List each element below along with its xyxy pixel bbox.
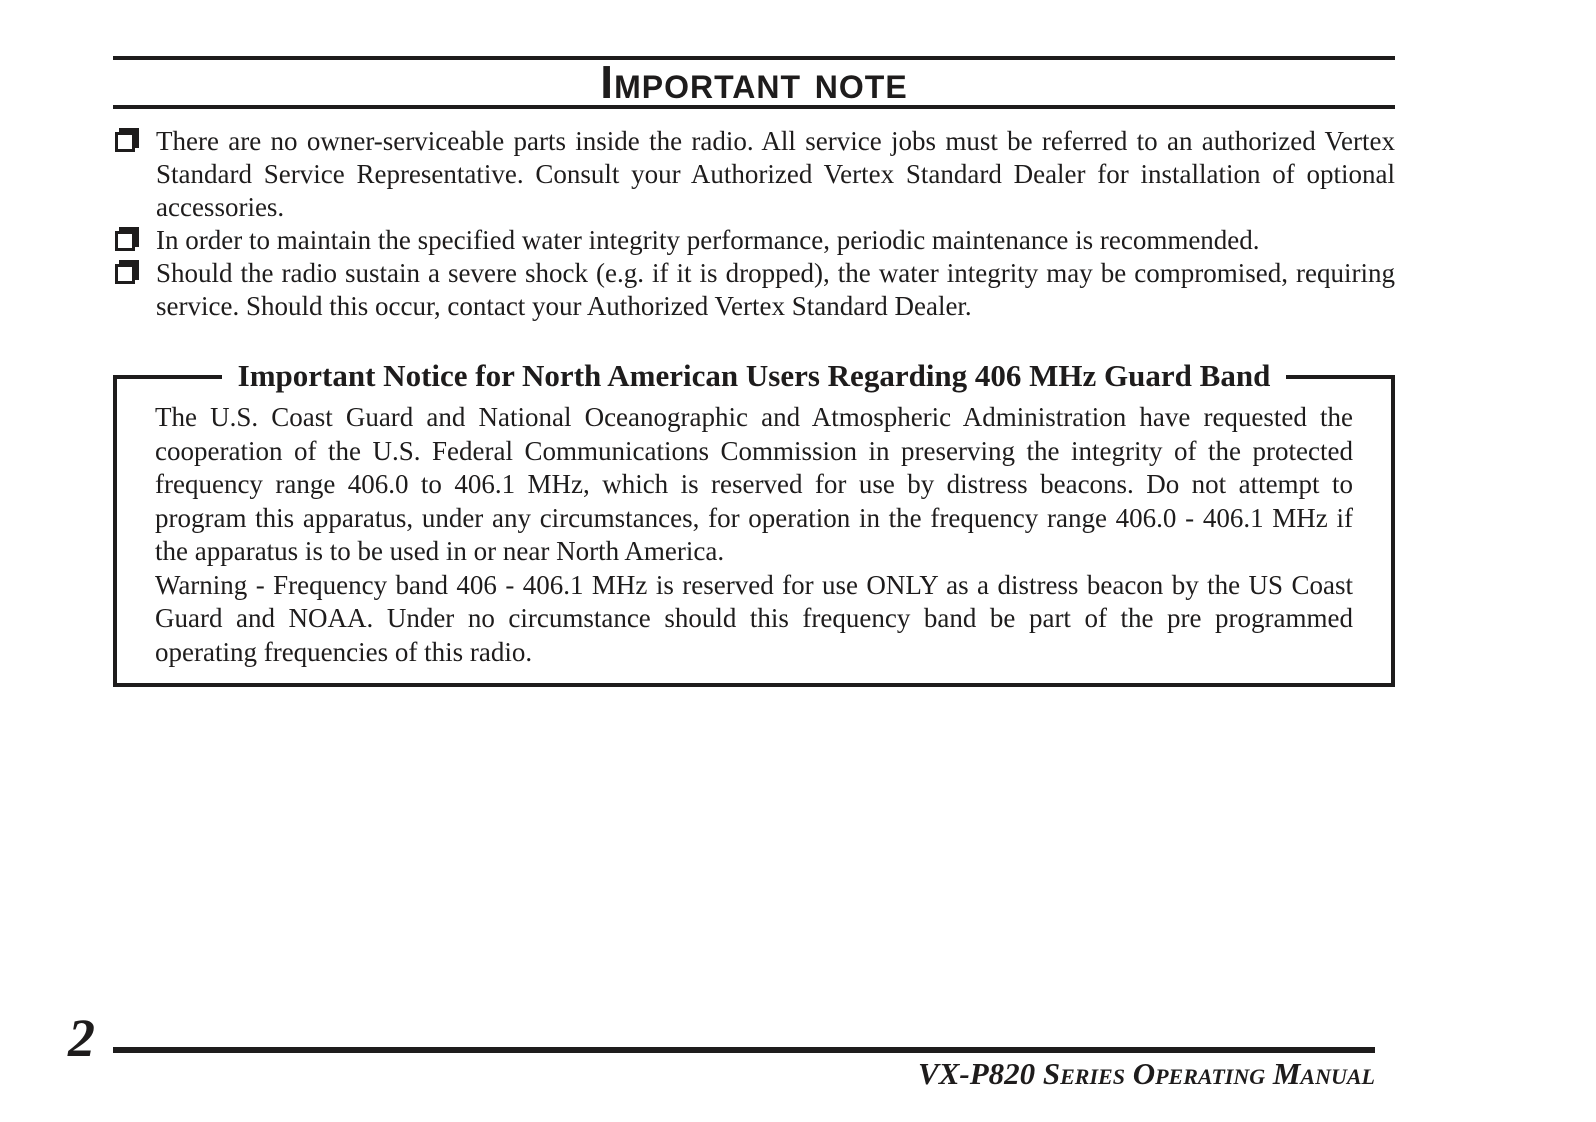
shadowed-square-bullet-icon — [115, 231, 135, 251]
page-number: 2 — [68, 1008, 95, 1068]
note-item — [113, 125, 1395, 224]
shadowed-square-bullet-icon — [115, 264, 135, 284]
footer-rule — [113, 1047, 1375, 1053]
page-content — [113, 56, 1395, 687]
page-title: Important note — [600, 56, 908, 108]
note-text: Should the radio sustain a severe shock (e.g. if it is dropped), the water integrity may be compromised, requiring service. Should this occur, contact your Authorized Vertex Standard Dealer. — [156, 258, 1395, 321]
notice-paragraph: Warning - Frequency band 406 - 406.1 MHz is reserved for use ONLY as a distress beacon by the US Coast Guard and NOAA. Under no circumstance should this frequency band be part of the pre programmed operating frequencies of this radio. — [155, 569, 1353, 667]
shadowed-square-bullet-icon — [115, 132, 135, 152]
notice-paragraph: The U.S. Coast Guard and National Oceanographic and Atmospheric Administration have requested the cooperation of the U.S. Federal Communications Commission in preserving the integrity of the protected frequency range 406.0 to 406.1 MHz, which is reserved for use by distress beacons. Do not attempt to program this apparatus, under any circumstances, for operation in the frequency range 406.0 - 406.1 MHz if the apparatus is to be used in or near North America. — [155, 402, 1353, 566]
notice-box-title-row — [155, 357, 1353, 395]
note-text: There are no owner-serviceable parts inside the radio. All service jobs must be referred to an authorized Vertex Standard Service Representative. Consult your Authorized Vertex Standard Dealer for installation of optional accessories. — [156, 126, 1395, 222]
note-item — [113, 257, 1395, 323]
note-item — [113, 224, 1395, 257]
notice-box — [113, 358, 1395, 687]
notes-list — [113, 125, 1395, 323]
note-text: In order to maintain the specified water integrity performance, periodic maintenance is recommended. — [156, 225, 1260, 255]
manual-title: VX-P820 Series Operating Manual — [918, 1056, 1375, 1091]
notice-box-title: Important Notice for North American Users Regarding 406 MHz Guard Band — [222, 357, 1287, 395]
